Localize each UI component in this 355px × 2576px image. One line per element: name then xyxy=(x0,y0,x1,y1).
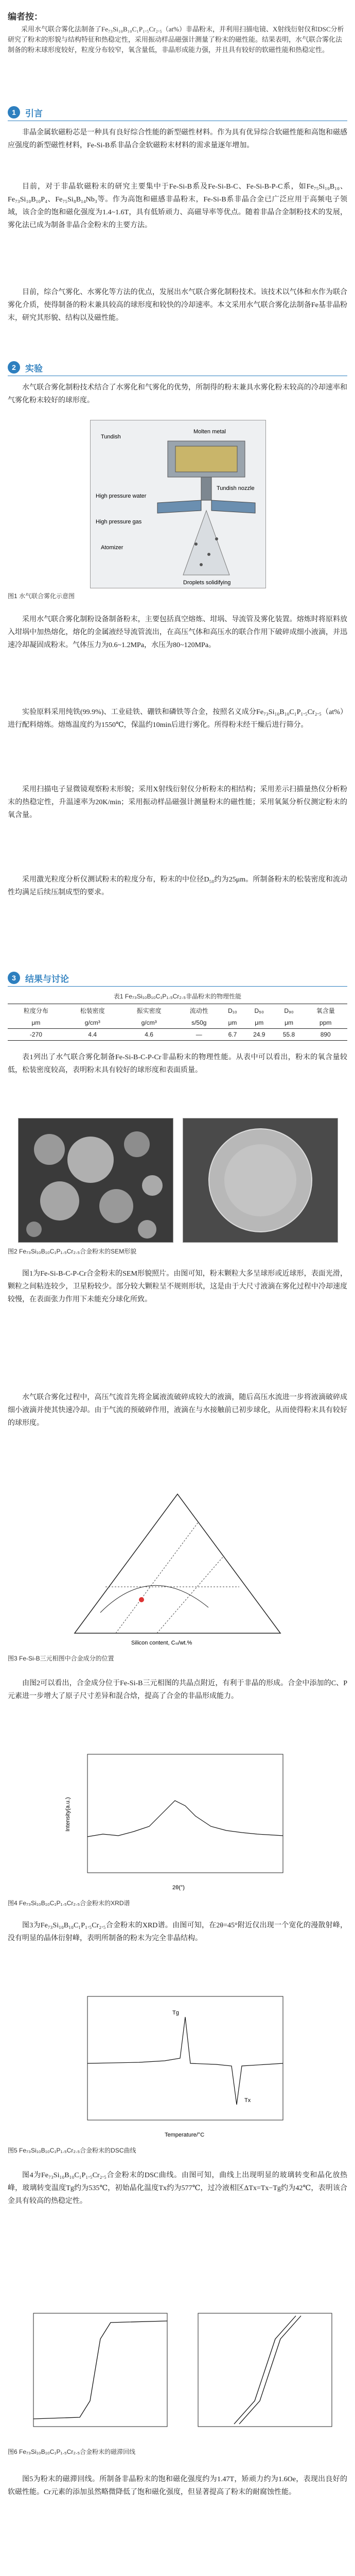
ternary-triangle xyxy=(75,1494,280,1633)
paragraph: 表1列出了水气联合雾化制备Fe-Si-B-C-P-Cr非晶粉末的物理性能。从表中可以看出，粉末的氧含量较低，松装密度较高，表明粉末具有较好的球形度和表面质量。 xyxy=(8,1054,347,1074)
molten-metal-shape xyxy=(175,446,237,472)
paragraph: 由图2可以看出，合金成分位于Fe-Si-B三元相图的共晶点附近，有利于非晶的形成。合金中添加的C、P元素进一步增大了原子尺寸差异和混合焓，提高了合金的非晶形成能力。 xyxy=(8,1680,347,1700)
table-cell: 890 xyxy=(304,1029,347,1041)
paragraph: 图5为粉末的磁滞回线。所制备非晶粉末的饱和磁化强度约为1.47T，矫顽力约为1.6Oe，表现出良好的软磁性能。Cr元素的添加虽然略微降低了饱和磁化强度，但显著提高了粉末的耐腐蚀性能。 xyxy=(8,2476,347,2496)
table-unit: g/cm³ xyxy=(64,1017,121,1029)
dsc-tg-label: Tg xyxy=(172,2010,179,2016)
table-header: 流动性 xyxy=(177,1004,221,1018)
label-gas: High pressure gas xyxy=(96,519,142,525)
section-heading xyxy=(8,361,347,374)
paragraph: 水气联合雾化制粉技术结合了水雾化和气雾化的优势，所制得的粉末兼具水雾化粉末较高的冷却速率和气雾化粉末较好的球形度。 xyxy=(8,384,347,404)
label-water: High pressure water xyxy=(96,493,147,499)
phase-diagram-xlabel: Silicon content, Cₛᵢ/wt.% xyxy=(131,1640,192,1646)
editor-note xyxy=(8,9,347,65)
paragraph: 目前，对于非晶软磁粉末的研究主要集中于Fe-Si-B系及Fe-Si-B-C、Fe-Si-B-P-C系，如Fe₇₅Si₁₀B₁₀、Fe₇₃Si₁₀B₁₀P₄、Fe₇₅Si₈B₁₄Nb₃等。作为高饱和磁感非晶粉末，Fe-Si-B系非晶合金已广泛应用于高频电子领域，该合金的饱和磁化强度为1.4~1.6T，具有低矫顽力、高磁导率等优点。随着非晶合金制粉技术的发展，雾化法已成为制备非晶合金粉末的主要方法。 xyxy=(8,183,347,229)
figure-caption: 图1 水气联合雾化示意图 xyxy=(8,592,75,600)
table-cell: 4.6 xyxy=(121,1029,177,1041)
xrd-xlabel: 2θ(°) xyxy=(172,1885,185,1891)
table-cell: — xyxy=(177,1029,221,1041)
alloy-composition-point xyxy=(139,1597,144,1602)
editor-note-title: 编者按： xyxy=(8,12,43,22)
paragraph: 目前，综合气雾化、水雾化等方法的优点，发展出水气联合雾化制粉技术。该技术以气体和水作为联合雾化介质，使得制备的粉末兼具较高的球形度和较快的冷却速率。本文采用水气联合雾化法制备Fe基非晶粉末，研究其形貌、结构以及磁性能。 xyxy=(8,289,347,322)
paragraph: 图3为Fe₇₃Si₁₀B₁₀C₁P₁.₅Cr₂.₅合金粉末的XRD谱。由图可知，在2θ=45°附近仅出现一个宽化的漫散射峰，没有明显的晶体衍射峰，表明所制备的粉末为完全非晶结构。 xyxy=(8,1922,347,1942)
label-nozzle: Tundish nozzle xyxy=(217,485,255,492)
water-jet-right xyxy=(211,500,255,513)
table-unit: μm xyxy=(8,1017,64,1029)
table-cell: 6.7 xyxy=(221,1029,244,1041)
paragraph: 水气联合雾化过程中，高压气流首先将金属液流破碎成较大的液滴，随后高压水流进一步将液滴破碎成细小液滴并使其快速冷却。由于气流的预破碎作用，液滴在与水接触前已初步球化，从而使得粉末具有较好的球形度。 xyxy=(8,1394,347,1427)
figure-atomizer-schematic xyxy=(90,420,266,588)
table-caption: 表1 Fe₇₃Si₁₀B₁₀C₁P₁.₅Cr₂.₅非晶粉末的物理性能 xyxy=(113,993,242,1000)
table-unit: ppm xyxy=(304,1017,347,1029)
section-rule xyxy=(8,986,347,987)
figure-xrd xyxy=(62,1744,293,1893)
table-header: D₅₀ xyxy=(244,1004,274,1018)
section-number: 3 xyxy=(8,972,20,984)
editor-note-text: 采用水气联合雾化法制备了Fe₇₃Si₁₀B₁₀C₁P₁.₅Cr₂.₅（at%）非晶粉末，并利用扫描电镜、X射线衍射仪和DSC分析研究了粉末的形貌与结构特征和热稳定性，采用振动样品磁强计测量了粉末的磁性能。结果表明，水气联合雾化法制备的粉末球形度较好，粒度分布较窄，氧含量低，非晶形成能力强，并且具有较好的软磁性能和热稳定性。 xyxy=(8,25,344,54)
section-heading xyxy=(8,971,347,985)
table-unit: μm xyxy=(221,1017,244,1029)
dsc-curve xyxy=(87,2017,283,2105)
table-cell: 24.9 xyxy=(244,1029,274,1041)
section-title: 引言 xyxy=(25,108,43,118)
table-unit: s/50g xyxy=(177,1017,221,1029)
figure-caption: 图5 Fe₇₃Si₁₀B₁₀C₁P₁.₅Cr₂.₅合金粉末的DSC曲线 xyxy=(8,2147,136,2154)
table-unit: μm xyxy=(244,1017,274,1029)
nozzle-shape xyxy=(201,477,211,500)
label-molten: Molten metal xyxy=(193,429,226,435)
paragraph: 采用水气联合雾化制粉设备制备粉末，主要包括真空熔炼、坩埚、导流管及雾化装置。熔炼时将原料放入坩埚中加热熔化，熔化的金属液经导流管流出，在高压气体和高压水的联合作用下破碎成细小液滴，并迅速冷却凝固成粉末。气体压力为0.6~1.2MPa，水压为80~120MPa。 xyxy=(8,616,347,649)
section-number: 1 xyxy=(8,106,20,118)
paragraph: 采用激光粒度分析仪测试粉末的粒度分布，粉末的中位径D₅₀约为25μm。所制备粉末的松装密度和流动性均满足后续压制成型的要求。 xyxy=(8,876,347,896)
dsc-xlabel: Temperature/°C xyxy=(165,2132,205,2138)
table-header: D₉₀ xyxy=(274,1004,304,1018)
sem-image-a xyxy=(18,1118,173,1243)
figure-phase-diagram xyxy=(54,1484,301,1649)
table-header: 粒度分布 xyxy=(8,1004,64,1018)
hysteresis-plot-a xyxy=(18,2308,172,2442)
label-droplets: Droplets solidifying xyxy=(183,580,231,586)
section-title: 结果与讨论 xyxy=(25,974,69,984)
table-cell: -270 xyxy=(8,1029,64,1041)
dsc-tx-label: Tx xyxy=(244,2097,251,2104)
figure-caption: 图2 Fe₇₃Si₁₀B₁₀C₁P₁.₅Cr₂.₅合金粉末的SEM形貌 xyxy=(8,1248,137,1255)
paragraph: 实验原料采用纯铁(99.9%)、工业硅铁、硼铁和磷铁等合金，按照名义成分Fe₇₃Si₁₀B₁₀C₁P₁.₅Cr₂.₅（at%）进行配料熔炼。熔炼温度约为1550℃，保温约10min后进行雾化。所得粉末经干燥后进行筛分。 xyxy=(8,708,347,729)
figure-caption: 图3 Fe-Si-B三元相图中合金成分的位置 xyxy=(8,1655,114,1662)
properties-table xyxy=(8,1004,347,1041)
table-unit: g/cm³ xyxy=(121,1017,177,1029)
section-title: 实验 xyxy=(25,363,43,374)
label-tundish: Tundish xyxy=(101,434,121,440)
sem-image-b xyxy=(183,1118,338,1243)
hysteresis-plot-b xyxy=(183,2308,337,2442)
label-atomizer: Atomizer xyxy=(101,545,123,551)
paragraph: 图4为Fe₇₃Si₁₀B₁₀C₁P₁.₅Cr₂.₅合金粉末的DSC曲线。由图可知，曲线上出现明显的玻璃转变和晶化放热峰，玻璃转变温度Tg约为535℃，初始晶化温度Tx约为577℃，过冷液相区ΔTx=Tx−Tg约为42℃，表明该合金具有较高的热稳定性。 xyxy=(8,2172,347,2205)
paragraph: 采用扫描电子显微镜观察粉末形貌；采用X射线衍射仪分析粉末的相结构；采用差示扫描量热仪分析粉末的热稳定性，升温速率为20K/min；采用振动样品磁强计测量粉末的磁性能；采用氧氮分析仪测定粉末的氧含量。 xyxy=(8,786,347,819)
table-cell: 55.8 xyxy=(274,1029,304,1041)
paragraph: 图1为Fe-Si-B-C-P-Cr合金粉末的SEM形貌照片。由图可知，粉末颗粒大多呈球形或近球形，表面光滑，颗粒之间粘连较少，卫星粉较少。部分较大颗粒呈不规则形状，这是由于大尺寸液滴在雾化过程中冷却速度较慢，在表面张力作用下未能充分球化所致。 xyxy=(8,1270,347,1303)
atomizer-diagram xyxy=(91,420,265,588)
figure-caption: 图6 Fe₇₃Si₁₀B₁₀C₁P₁.₅Cr₂.₅合金粉末的磁滞回线 xyxy=(8,2448,136,2455)
figure-dsc xyxy=(62,1986,293,2141)
table-unit: μm xyxy=(274,1017,304,1029)
xrd-ylabel: Intensity(a.u.) xyxy=(65,1797,71,1832)
water-jet-left xyxy=(157,500,201,513)
figure-caption: 图4 Fe₇₃Si₁₀B₁₀C₁P₁.₅Cr₂.₅合金粉末的XRD谱 xyxy=(8,1900,130,1907)
table-header: D₁₀ xyxy=(221,1004,244,1018)
xrd-curve xyxy=(87,1801,283,1837)
section-heading xyxy=(8,106,347,119)
paragraph: 非晶金属软磁粉芯是一种具有良好综合性能的新型磁性材料。作为具有优异综合软磁性能和高饱和磁感应强度的新型磁性材料，Fe-Si-B系非晶合金软磁粉末材料的需求量逐年增加。 xyxy=(8,129,347,149)
hysteresis-curve-a xyxy=(33,2321,167,2419)
spray-cone xyxy=(183,511,229,575)
table-header: 氧含量 xyxy=(304,1004,347,1018)
section-number: 2 xyxy=(8,361,20,374)
table-header: 振实密度 xyxy=(121,1004,177,1018)
table-header: 松装密度 xyxy=(64,1004,121,1018)
table-cell: 4.4 xyxy=(64,1029,121,1041)
